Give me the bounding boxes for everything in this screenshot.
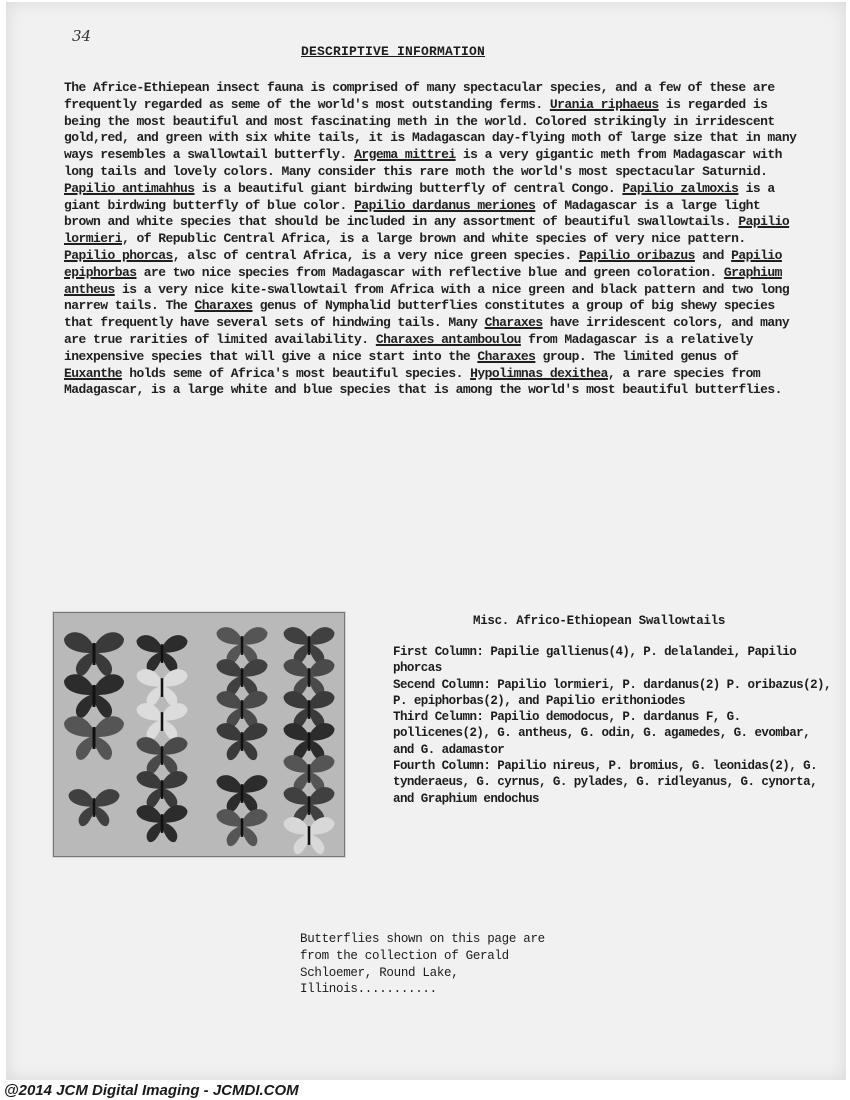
column-species: Papilie gallienus(4), P. delalandei, Papilio phorcas [393,645,797,676]
column-entry [393,644,833,677]
butterfly-specimen [64,674,124,718]
butterfly-specimen [69,789,120,826]
photo-caption-heading: Misc. Africo-Ethiopean Swallowtails [473,614,726,628]
document-page [6,2,846,1080]
species-name: Charaxes [194,298,253,314]
text-run: group. The limited genus of [535,348,739,364]
butterfly-collection-photo [53,612,345,857]
species-name: Charaxes [484,315,543,331]
text-run: is a giant birdwing butterfly of blue color. [64,180,775,213]
document-title: DESCRIPTIVE INFORMATION [301,44,486,59]
text-run: is a beautiful giant birdwing butterfly of central Congo. [194,180,623,196]
species-name: Hypolimnas dexithea [470,365,608,381]
column-list [393,644,833,807]
butterfly-specimen [137,703,188,740]
page-number: 34 [72,27,92,45]
species-name: Charaxes antamboulou [375,331,521,347]
column-entry [393,709,833,758]
butterfly-specimen [284,723,335,760]
text-run: is regarded is being the most beautiful and most fascinating meth in the world. Colored strikingly in irridescent gold,red, and green with six white tails, it is Madagascan day-flying moth of large size that in many ways resembles a swallowtail butterfly. [64,96,797,163]
butterfly-specimen [137,737,188,774]
butterfly-specimen [217,775,268,812]
column-entry [393,758,833,807]
text-run: from Madagascar is a relatively inexpensive species that will give a nice start into the [64,331,753,364]
column-species: Papilio lormieri, P. dardanus(2) P. oribazus(2), P. epiphorbas(2), and Papilio erithoniodes [393,677,831,708]
butterfly-specimen [217,659,268,696]
text-run: genus of Nymphalid butterflies constitutes a group of big shewy species that frequently have several sets of hindwing tails. Many [64,298,775,331]
text-run: holds seme of Africa's most beautiful species. [122,365,471,381]
species-name: Papilio dardanus meriones [354,197,536,213]
species-name: Euxanthe [64,365,123,381]
butterfly-specimen [284,659,335,696]
butterfly-specimen [217,809,268,846]
copyright-watermark: @2014 JCM Digital Imaging - JCMDI.COM [4,1082,299,1099]
column-label: Fourth Column: [393,759,491,774]
text-run: , a rare species from Madagascar, is a large white and blue species that is among the world's most beautiful butterflies. [64,365,782,398]
text-run: are two nice species from Madagascar with reflective blue and green coloration. [136,264,724,280]
text-run: have irridescent colors, and many are true rarities of limited availability. [64,315,790,347]
text-run: is a very gigantic meth from Madagascar with long tails and lovely colors. Many consider this rare moth the world's most spectacular Saturnid. [64,147,782,179]
column-entry [393,677,833,710]
column-label: Secend Column: [393,677,491,692]
butterfly-specimen [217,627,268,664]
column-label: First Column: [393,645,484,659]
butterfly-specimen [284,755,335,792]
species-name: Papilio phorcas [64,247,173,263]
text-run: The Africe-Ethiepean insect fauna is comprised of many spectacular species, and a few of these are frequently regarded as seme of the world's most outstanding ferms. [64,80,775,112]
species-name: Argema mittrei [354,147,456,163]
collection-credit: Butterflies shown on this page are from the collection of Gerald Schloemer, Round Lake, Illinois........... [300,932,545,997]
species-name: Graphium antheus [64,264,782,297]
butterfly-specimen [284,627,335,664]
species-name: Papilio antimahhus [64,180,195,196]
butterfly-specimen [137,771,188,808]
butterfly-specimen [217,691,268,728]
column-species: Papilio demodocus, P. dardanus F, G. pollicenes(2), G. antheus, G. odin, G. agamedes, G. evombar, and G. adamastor [393,710,811,757]
text-run: , alsc of central Africa, is a very nice green species. [172,247,579,263]
butterfly-specimen [137,669,188,706]
species-name: Charaxes [477,348,536,364]
text-run: of Madagascar is a large light brown and white species that should be included in any assortment of beautiful swallowtails. [64,197,761,230]
butterfly-specimen [64,632,124,676]
text-run: , of Republic Central Africa, is a large brown and white species of very nice pattern. [122,231,746,247]
column-species: Papilio nireus, P. bromius, G. leonidas(2), G. tynderaeus, G. cyrnus, G. pylades, G. ridleyanus, G. cynorta, and Graphium endochus [393,759,818,806]
species-name: Papilio zalmoxis [622,180,739,196]
butterfly-specimen [217,723,268,760]
butterfly-drawer-image [54,613,344,856]
species-name: Papilio oribazus [578,247,695,263]
text-run: is a very nice kite-swallowtail from Africa with a nice green and black pattern and two long narrew tails. The [64,281,790,314]
butterfly-specimen [284,691,335,728]
column-label: Third Celumn: [393,710,484,725]
species-name: Papilio epiphorbas [64,247,782,280]
butterfly-specimen [64,716,124,760]
text-run: and [694,247,732,263]
species-name: Papilio lormieri [64,214,790,247]
descriptive-paragraph [64,80,799,399]
butterfly-specimen [137,805,188,842]
butterfly-specimen [137,635,188,672]
butterfly-specimen [284,817,335,854]
species-name: Urania riphaeus [549,96,659,112]
